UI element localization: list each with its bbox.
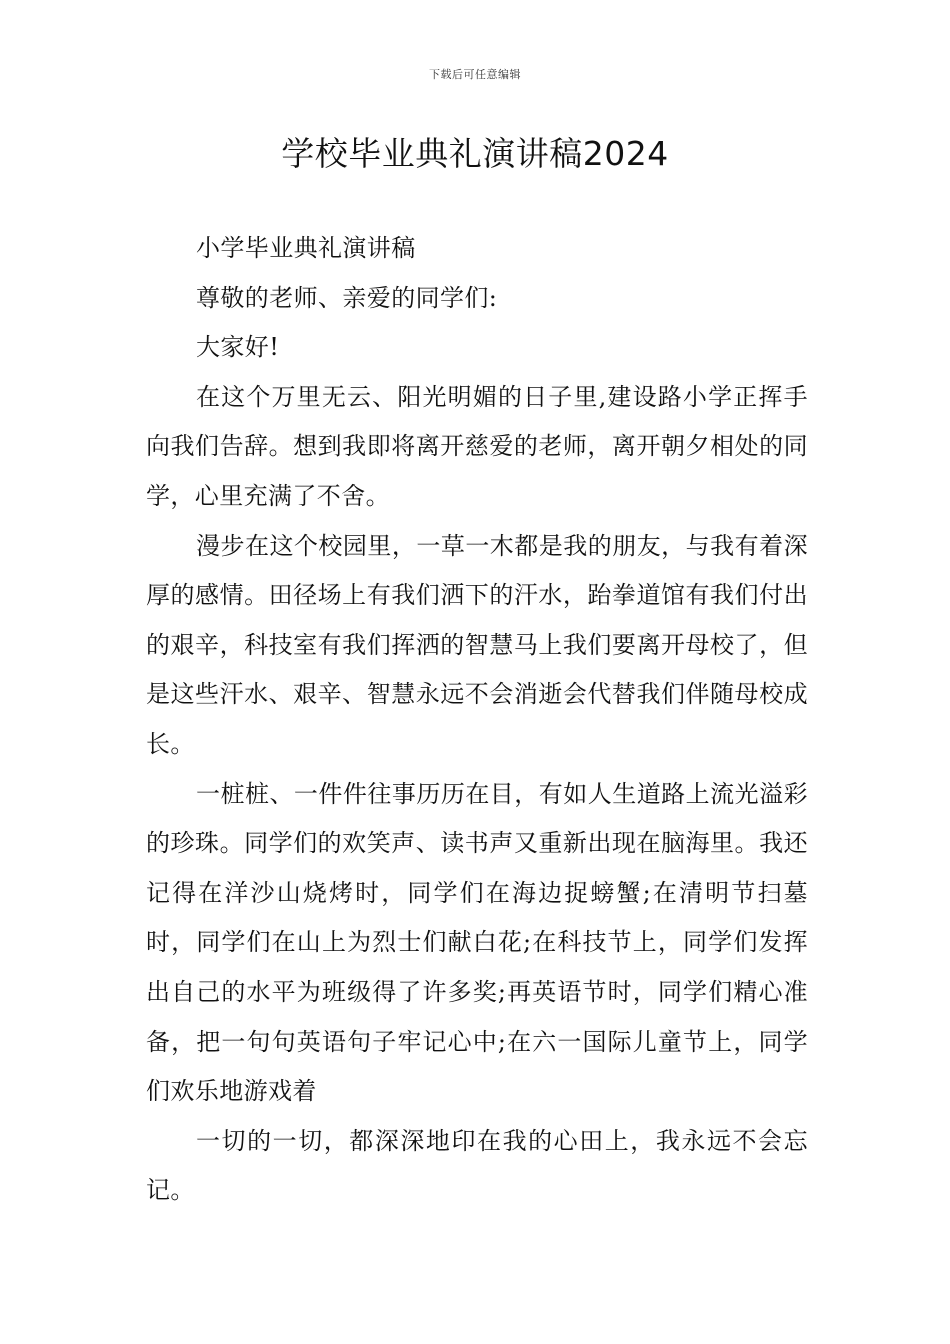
- paragraph-salutation: 尊敬的老师、亲爱的同学们:: [196, 283, 498, 312]
- document-title: 学校毕业典礼演讲稿2024: [281, 134, 669, 173]
- paragraph: 一桩桩、一件件往事历历在目，有如人生道路上流光溢彩的珍珠。同学们的欢笑声、读书声又重新出现在脑海里。我还记得在洋沙山烧烤时，同学们在海边捉螃蟹;在清明节扫墓时，同学们在山上为烈士们献白花;在科技节上，同学们发挥出自己的水平为班级得了许多奖;再英语节时，同学们精心准备，把一句句英语句子牢记心中;在六一国际儿童节上，同学们欢乐地游戏着: [146, 779, 808, 1106]
- paragraph: 在这个万里无云、阳光明媚的日子里,建设路小学正挥手向我们告辞。想到我即将离开慈爱的老师，离开朝夕相处的同学，心里充满了不舍。: [146, 382, 808, 510]
- paragraph: 一切的一切，都深深地印在我的心田上，我永远不会忘记。: [146, 1126, 808, 1205]
- header-note: 下载后可任意编辑: [429, 68, 521, 81]
- paragraph-greeting: 大家好!: [196, 333, 280, 362]
- paragraph-subtitle: 小学毕业典礼演讲稿: [196, 234, 416, 262]
- paragraph: 漫步在这个校园里，一草一木都是我的朋友，与我有着深厚的感情。田径场上有我们洒下的汗水，跆拳道馆有我们付出的艰辛，科技室有我们挥洒的智慧马上我们要离开母校了，但是这些汗水、艰辛、智慧永远不会消逝会代替我们伴随母校成长。: [146, 531, 808, 758]
- document-body: [146, 224, 808, 1216]
